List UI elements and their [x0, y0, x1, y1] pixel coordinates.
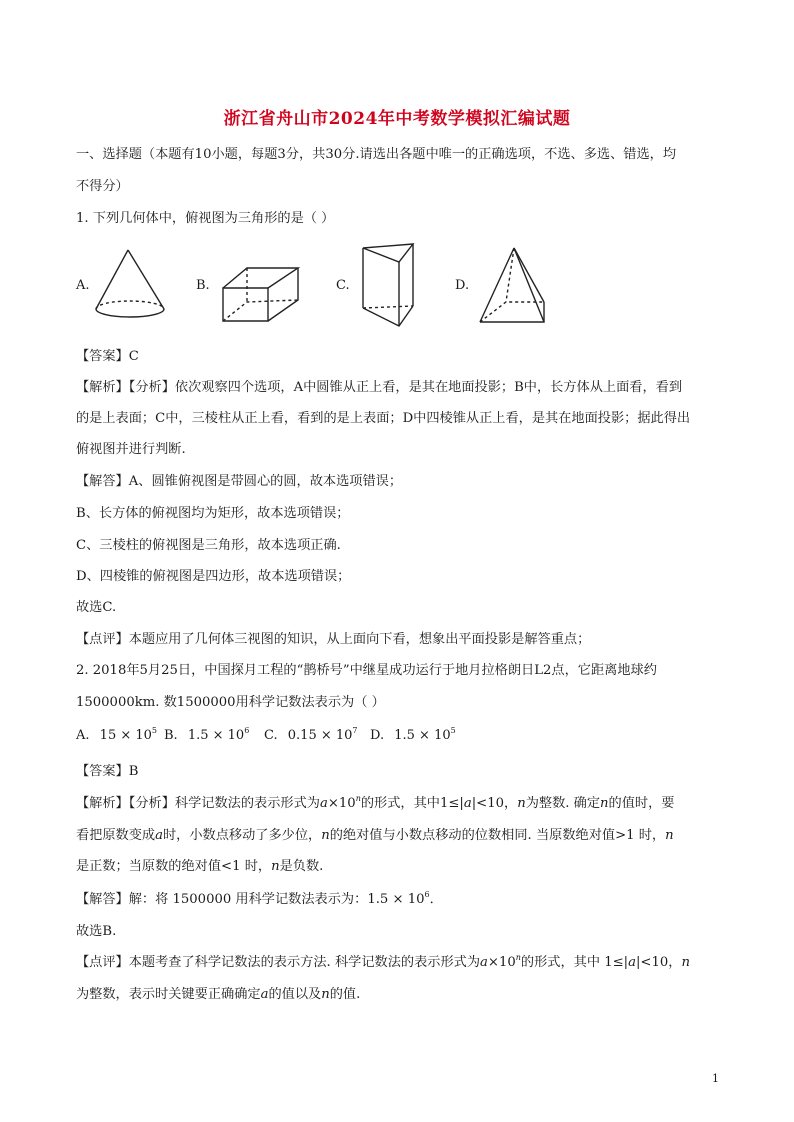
- q2-option-c-label: C.: [264, 728, 278, 743]
- text-segment: |<10，: [635, 955, 682, 970]
- cuboid-figure: [218, 266, 322, 324]
- prism-figure: [355, 240, 425, 330]
- q1-analysis-line1: 【解析】【分析】依次观察四个选项，A中圆锥从正上看，是其在地面投影；B中，长方体从上面看，看到: [76, 380, 683, 395]
- q1-answer: 【答案】C: [76, 349, 139, 364]
- text-segment: 时，小数点移动了多少位，: [163, 828, 322, 843]
- cone-right-edge: [128, 250, 164, 309]
- q2-choose: 故选B.: [76, 924, 117, 939]
- q2-stem-line1: 2. 2018年5月25日，中国探月工程的“鹊桥号”中继星成功运行于地月拉格朗日L2点，它距离地球约: [76, 663, 657, 678]
- q2-solution: [76, 890, 443, 910]
- math-var-a: a: [463, 796, 472, 811]
- q2-analysis-line2: [76, 826, 674, 846]
- q2-option-b: [164, 728, 249, 743]
- math-var-n: n: [665, 828, 674, 843]
- text-segment: 是正数；当原数的绝对值<1 时，: [76, 859, 272, 874]
- math-var-n: n: [515, 953, 521, 962]
- cone-left-edge: [96, 250, 128, 309]
- math-var-a: a: [628, 955, 636, 970]
- math-var-n: n: [600, 796, 609, 811]
- text-segment: ×10: [327, 796, 356, 811]
- text-segment: 【解析】【分析】科学记数法的表示形式为: [76, 796, 320, 811]
- text-segment: 为整数，表示时关键要正确确定: [76, 987, 261, 1002]
- text-segment: |<10，: [471, 796, 518, 811]
- math-var-n: n: [271, 859, 280, 874]
- cuboid-hidden-edges: [223, 300, 298, 321]
- page-number: 1: [712, 1072, 719, 1085]
- text-segment: 的形式，其中 1≤|: [520, 955, 629, 970]
- solution-base: 1.5 × 10: [367, 892, 425, 907]
- pyramid-edge-front: [514, 248, 544, 322]
- q1-solution-line1: 【解答】A、圆锥俯视图是带圆心的圆，故本选项错误；: [76, 474, 403, 489]
- text-segment: 的值.: [329, 987, 361, 1002]
- q1-stem: 1. 下列几何体中，俯视图为三角形的是（ ）: [76, 211, 335, 226]
- text-segment: ×10: [487, 955, 516, 970]
- q1-option-a-label: A.: [76, 278, 90, 293]
- cone-figure: [90, 248, 170, 323]
- q1-choose: 故选C.: [76, 600, 117, 615]
- cone-base-back: [96, 301, 164, 309]
- q1-option-d-label: D.: [455, 278, 470, 293]
- q2-option-a-label: A.: [76, 728, 90, 743]
- q2-option-c: [264, 728, 358, 743]
- math-var-n: n: [355, 794, 361, 803]
- pyramid-figure: [476, 246, 556, 326]
- q2-option-b-label: B.: [164, 728, 178, 743]
- math-var-a: a: [155, 828, 163, 843]
- q2-option-a-exp: 5: [151, 726, 158, 735]
- q2-option-c-base: 0.15 × 10: [287, 728, 353, 743]
- q2-option-d: [370, 728, 456, 743]
- math-var-n: n: [517, 796, 526, 811]
- q2-option-b-base: 1.5 × 10: [187, 728, 245, 743]
- math-var-a: a: [480, 955, 488, 970]
- q2-comment-line2: [76, 985, 360, 1005]
- math-var-a: a: [260, 987, 269, 1002]
- q2-option-a: [76, 728, 157, 743]
- section-heading-line2: 不得分）: [76, 179, 129, 194]
- page-title: 浙江省舟山市2024年中考数学模拟汇编试题: [223, 109, 571, 129]
- q1-solution-line4: D、四棱锥的俯视图是四边形，故本选项错误；: [76, 569, 351, 584]
- text-segment: 的值以及: [268, 987, 322, 1002]
- q1-solution-line2: B、长方体的俯视图均为矩形，故本选项错误；: [76, 506, 350, 521]
- math-var-n: n: [681, 955, 690, 970]
- section-heading-line1: 一、选择题（本题有10小题，每题3分，共30分.请选出各题中唯一的正确选项，不选、多选、错选，均: [76, 147, 677, 162]
- text-segment: 【点评】本题考查了科学记数法的表示方法. 科学记数法的表示形式为: [76, 955, 481, 970]
- text-segment: 的绝对值与小数点移动的位数相同. 当原数绝对值>1 时，: [329, 828, 666, 843]
- q2-option-d-label: D.: [370, 728, 385, 743]
- q2-option-c-exp: 7: [352, 726, 358, 735]
- text-segment: ．: [429, 892, 443, 907]
- math-var-n: n: [321, 828, 330, 843]
- q1-option-b-label: B.: [196, 278, 210, 293]
- pyramid-base-hidden: [480, 302, 544, 322]
- math-var-a: a: [319, 796, 328, 811]
- text-segment: 看把原数变成: [76, 828, 156, 843]
- q2-option-a-base: 15 × 10: [99, 728, 152, 743]
- q1-comment: 【点评】本题应用了几何体三视图的知识，从上面向下看，想象出平面投影是解答重点；: [76, 632, 591, 647]
- q2-analysis-line3: [76, 857, 323, 877]
- q1-solution-line3: C、三棱柱的俯视图是三角形，故本选项正确.: [76, 538, 341, 553]
- text-segment: 为整数. 确定: [525, 796, 601, 811]
- q1-analysis-line2: 的是上表面；C中，三棱柱从正上看，看到的是上表面；D中四棱锥从正上看，是其在地面投影；据此得出: [76, 411, 691, 426]
- q2-option-d-exp: 5: [450, 726, 456, 735]
- math-var-n: n: [321, 987, 330, 1002]
- q2-analysis-line1: [76, 794, 674, 814]
- pyramid-edge-right: [514, 248, 544, 302]
- prism-top-triangle: [363, 244, 413, 262]
- q2-option-d-base: 1.5 × 10: [394, 728, 451, 743]
- pyramid-base-front: [480, 302, 544, 322]
- q2-comment-line1: [76, 953, 690, 973]
- cone-base-front: [96, 309, 164, 317]
- q2-option-b-exp: 6: [244, 726, 250, 735]
- cuboid-right-face: [268, 268, 298, 321]
- q2-stem-line2: 1500000km. 数1500000用科学记数法表示为（ ）: [76, 695, 385, 710]
- text-segment: 【解答】解：将 1500000 用科学记数法表示为：: [76, 892, 368, 907]
- text-segment: 的值时，要: [608, 796, 675, 811]
- q2-answer: 【答案】B: [76, 764, 139, 779]
- q1-option-c-label: C.: [336, 278, 350, 293]
- cuboid-top-face: [223, 268, 298, 288]
- solution-exp: 6: [424, 890, 430, 899]
- prism-bottom-hidden: [363, 306, 413, 308]
- prism-bottom-front: [363, 306, 413, 326]
- q1-analysis-line3: 俯视图并进行判断.: [76, 442, 186, 457]
- text-segment: 的形式，其中1≤|: [360, 796, 464, 811]
- text-segment: 是负数.: [279, 859, 324, 874]
